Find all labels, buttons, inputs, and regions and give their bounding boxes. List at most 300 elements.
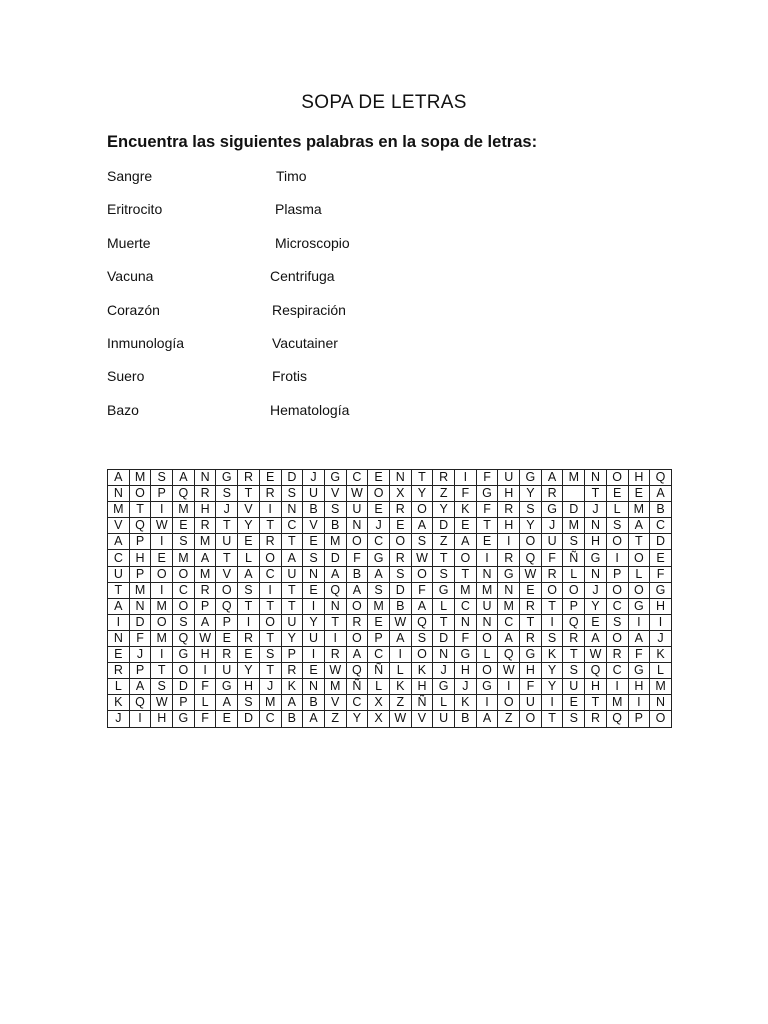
grid-cell: E: [389, 518, 411, 534]
grid-cell: M: [194, 566, 216, 582]
grid-cell: Z: [324, 711, 346, 727]
grid-cell: I: [498, 679, 520, 695]
word-left: Eritrocito: [107, 201, 163, 218]
grid-cell: P: [194, 598, 216, 614]
grid-cell: O: [606, 534, 628, 550]
grid-cell: Ñ: [368, 663, 390, 679]
grid-cell: Ñ: [411, 695, 433, 711]
grid-cell: O: [563, 582, 585, 598]
grid-cell: F: [628, 647, 650, 663]
grid-cell: I: [498, 534, 520, 550]
grid-cell: S: [324, 502, 346, 518]
grid-cell: N: [324, 598, 346, 614]
grid-cell: N: [129, 598, 151, 614]
word-left: Suero: [107, 368, 145, 385]
grid-cell: I: [259, 502, 281, 518]
word-row: [107, 201, 407, 234]
grid-cell: Q: [173, 630, 195, 646]
grid-cell: D: [433, 630, 455, 646]
grid-cell: S: [238, 695, 260, 711]
grid-cell: O: [389, 534, 411, 550]
grid-cell: A: [585, 630, 607, 646]
grid-cell: I: [303, 598, 325, 614]
grid-cell: M: [324, 679, 346, 695]
grid-cell: H: [498, 518, 520, 534]
grid-cell: W: [498, 663, 520, 679]
grid-row: [108, 598, 672, 614]
grid-cell: C: [368, 647, 390, 663]
grid-cell: U: [281, 614, 303, 630]
grid-cell: K: [541, 647, 563, 663]
grid-cell: T: [541, 711, 563, 727]
grid-cell: J: [108, 711, 130, 727]
grid-cell: P: [563, 598, 585, 614]
grid-cell: D: [281, 470, 303, 486]
grid-cell: N: [303, 679, 325, 695]
word-right: Respiración: [272, 301, 346, 318]
grid-cell: O: [259, 550, 281, 566]
grid-cell: I: [151, 647, 173, 663]
grid-cell: O: [259, 614, 281, 630]
grid-cell: O: [606, 470, 628, 486]
grid-cell: I: [259, 582, 281, 598]
grid-cell: J: [368, 518, 390, 534]
grid-cell: A: [368, 566, 390, 582]
grid-cell: G: [173, 647, 195, 663]
grid-cell: G: [455, 647, 477, 663]
grid-row: [108, 518, 672, 534]
grid-cell: K: [281, 679, 303, 695]
grid-row: [108, 647, 672, 663]
grid-cell: V: [324, 695, 346, 711]
grid-cell: G: [368, 550, 390, 566]
grid-cell: T: [455, 566, 477, 582]
grid-cell: M: [151, 630, 173, 646]
word-row: [107, 368, 407, 401]
grid-cell: L: [606, 502, 628, 518]
grid-cell: F: [476, 470, 498, 486]
grid-cell: Y: [585, 598, 607, 614]
grid-cell: X: [368, 695, 390, 711]
grid-cell: R: [194, 518, 216, 534]
grid-cell: R: [194, 486, 216, 502]
grid-cell: B: [455, 711, 477, 727]
grid-cell: V: [216, 566, 238, 582]
word-left: Bazo: [107, 401, 139, 418]
grid-cell: U: [476, 598, 498, 614]
grid-cell: V: [324, 486, 346, 502]
grid-cell: H: [520, 663, 542, 679]
grid-cell: D: [563, 502, 585, 518]
grid-cell: R: [563, 630, 585, 646]
grid-cell: C: [259, 566, 281, 582]
grid-cell: J: [433, 663, 455, 679]
page-title: SOPA DE LETRAS: [301, 92, 467, 113]
grid-cell: A: [281, 695, 303, 711]
grid-cell: R: [520, 598, 542, 614]
grid-cell: D: [173, 679, 195, 695]
grid-cell: F: [194, 679, 216, 695]
grid-cell: M: [455, 582, 477, 598]
grid-cell: Q: [411, 614, 433, 630]
grid-cell: B: [303, 502, 325, 518]
grid-cell: Y: [541, 663, 563, 679]
grid-cell: G: [216, 470, 238, 486]
grid-cell: C: [346, 470, 368, 486]
grid-cell: O: [173, 663, 195, 679]
grid-cell: C: [281, 518, 303, 534]
grid-cell: Q: [650, 470, 672, 486]
grid-cell: I: [606, 679, 628, 695]
grid-cell: G: [541, 502, 563, 518]
grid-cell: A: [238, 566, 260, 582]
grid-cell: J: [129, 647, 151, 663]
grid-cell: I: [476, 550, 498, 566]
word-row: [107, 168, 407, 201]
grid-cell: N: [281, 502, 303, 518]
word-left: Vacuna: [107, 268, 154, 285]
grid-cell: U: [108, 566, 130, 582]
grid-row: [108, 614, 672, 630]
grid-cell: D: [389, 582, 411, 598]
grid-cell: M: [324, 534, 346, 550]
grid-cell: H: [585, 679, 607, 695]
grid-cell: A: [476, 711, 498, 727]
grid-cell: E: [303, 663, 325, 679]
grid-cell: G: [650, 582, 672, 598]
grid-cell: S: [563, 711, 585, 727]
grid-cell: F: [455, 630, 477, 646]
grid-cell: M: [173, 550, 195, 566]
grid-cell: S: [520, 502, 542, 518]
grid-cell: H: [628, 679, 650, 695]
grid-cell: S: [151, 679, 173, 695]
grid-cell: W: [389, 711, 411, 727]
grid-cell: H: [628, 470, 650, 486]
grid-row: [108, 502, 672, 518]
grid-cell: M: [173, 502, 195, 518]
grid-cell: O: [520, 534, 542, 550]
grid-cell: O: [173, 566, 195, 582]
grid-cell: A: [498, 630, 520, 646]
grid-cell: Y: [411, 486, 433, 502]
grid-row: [108, 550, 672, 566]
grid-cell: J: [585, 582, 607, 598]
grid-cell: M: [628, 502, 650, 518]
grid-cell: A: [411, 598, 433, 614]
grid-cell: E: [520, 582, 542, 598]
grid-cell: I: [151, 582, 173, 598]
grid-cell: I: [238, 614, 260, 630]
grid-cell: S: [433, 566, 455, 582]
grid-row: [108, 679, 672, 695]
grid-cell: O: [476, 663, 498, 679]
grid-cell: K: [389, 679, 411, 695]
grid-cell: C: [455, 598, 477, 614]
grid-cell: J: [303, 470, 325, 486]
grid-cell: N: [650, 695, 672, 711]
grid-cell: O: [346, 534, 368, 550]
grid-cell: S: [281, 486, 303, 502]
grid-cell: [563, 486, 585, 502]
grid-cell: C: [606, 663, 628, 679]
grid-cell: U: [303, 486, 325, 502]
grid-cell: H: [194, 502, 216, 518]
grid-cell: U: [541, 534, 563, 550]
grid-cell: E: [151, 550, 173, 566]
grid-cell: T: [238, 486, 260, 502]
grid-cell: R: [498, 550, 520, 566]
grid-cell: Z: [433, 534, 455, 550]
grid-cell: A: [411, 518, 433, 534]
grid-cell: V: [108, 518, 130, 534]
grid-cell: H: [498, 486, 520, 502]
grid-cell: P: [173, 695, 195, 711]
grid-cell: F: [650, 566, 672, 582]
grid-cell: M: [606, 695, 628, 711]
grid-cell: U: [433, 711, 455, 727]
grid-cell: T: [585, 486, 607, 502]
grid-cell: A: [303, 711, 325, 727]
grid-cell: G: [476, 679, 498, 695]
grid-cell: E: [455, 518, 477, 534]
grid-cell: R: [281, 663, 303, 679]
word-right: Microscopio: [275, 234, 350, 251]
grid-cell: M: [151, 598, 173, 614]
grid-cell: A: [194, 550, 216, 566]
grid-cell: I: [628, 614, 650, 630]
grid-cell: R: [259, 486, 281, 502]
grid-cell: O: [151, 614, 173, 630]
grid-cell: H: [585, 534, 607, 550]
grid-cell: S: [173, 534, 195, 550]
grid-cell: W: [585, 647, 607, 663]
grid-cell: U: [498, 470, 520, 486]
grid-cell: M: [259, 695, 281, 711]
grid-cell: R: [216, 647, 238, 663]
grid-cell: F: [520, 679, 542, 695]
grid-cell: A: [628, 518, 650, 534]
grid-cell: A: [108, 598, 130, 614]
grid-cell: O: [411, 502, 433, 518]
grid-cell: U: [563, 679, 585, 695]
grid-cell: R: [433, 470, 455, 486]
grid-cell: S: [173, 614, 195, 630]
grid-cell: E: [476, 534, 498, 550]
grid-cell: F: [541, 550, 563, 566]
grid-cell: E: [650, 550, 672, 566]
word-row: [107, 268, 407, 301]
grid-cell: M: [129, 582, 151, 598]
grid-cell: A: [541, 470, 563, 486]
grid-cell: I: [303, 647, 325, 663]
grid-cell: G: [628, 663, 650, 679]
grid-cell: V: [303, 518, 325, 534]
grid-cell: U: [303, 630, 325, 646]
grid-cell: G: [520, 470, 542, 486]
grid-cell: O: [411, 647, 433, 663]
grid-cell: U: [520, 695, 542, 711]
grid-cell: B: [389, 598, 411, 614]
grid-cell: M: [563, 470, 585, 486]
grid-cell: T: [281, 582, 303, 598]
grid-cell: L: [563, 566, 585, 582]
grid-cell: H: [129, 550, 151, 566]
grid-cell: P: [606, 566, 628, 582]
grid-cell: P: [129, 534, 151, 550]
grid-cell: G: [520, 647, 542, 663]
word-right: Centrifuga: [270, 268, 335, 285]
grid-cell: M: [129, 470, 151, 486]
grid-cell: U: [216, 663, 238, 679]
grid-cell: K: [455, 695, 477, 711]
word-row: [107, 335, 407, 368]
grid-cell: C: [498, 614, 520, 630]
grid-cell: T: [324, 614, 346, 630]
grid-cell: Q: [606, 711, 628, 727]
grid-cell: E: [303, 534, 325, 550]
word-right: Plasma: [275, 201, 322, 218]
grid-cell: J: [585, 502, 607, 518]
grid-cell: H: [194, 647, 216, 663]
grid-cell: E: [628, 486, 650, 502]
grid-cell: R: [520, 630, 542, 646]
grid-cell: A: [628, 630, 650, 646]
grid-cell: N: [346, 518, 368, 534]
grid-cell: L: [238, 550, 260, 566]
grid-cell: U: [346, 502, 368, 518]
grid-cell: V: [238, 502, 260, 518]
grid-cell: E: [238, 534, 260, 550]
grid-cell: D: [324, 550, 346, 566]
grid-cell: L: [389, 663, 411, 679]
grid-row: [108, 630, 672, 646]
grid-cell: G: [173, 711, 195, 727]
grid-cell: W: [411, 550, 433, 566]
grid-cell: C: [173, 582, 195, 598]
word-right: Frotis: [272, 368, 307, 385]
grid-cell: T: [259, 598, 281, 614]
grid-cell: N: [585, 518, 607, 534]
grid-cell: R: [606, 647, 628, 663]
grid-cell: O: [368, 486, 390, 502]
grid-cell: S: [389, 566, 411, 582]
grid-cell: Y: [520, 518, 542, 534]
grid-cell: E: [216, 711, 238, 727]
grid-cell: G: [433, 582, 455, 598]
grid-cell: W: [520, 566, 542, 582]
grid-cell: N: [455, 614, 477, 630]
grid-cell: O: [346, 598, 368, 614]
grid-cell: G: [585, 550, 607, 566]
grid-cell: G: [628, 598, 650, 614]
grid-cell: B: [324, 518, 346, 534]
grid-cell: G: [498, 566, 520, 582]
grid-cell: Q: [498, 647, 520, 663]
grid-cell: E: [259, 470, 281, 486]
grid-cell: O: [520, 711, 542, 727]
grid-cell: L: [628, 566, 650, 582]
grid-cell: H: [411, 679, 433, 695]
grid-cell: A: [281, 550, 303, 566]
grid-cell: K: [650, 647, 672, 663]
grid-cell: B: [650, 502, 672, 518]
grid-cell: S: [411, 630, 433, 646]
grid-cell: S: [216, 486, 238, 502]
grid-cell: C: [650, 518, 672, 534]
grid-cell: A: [173, 470, 195, 486]
grid-cell: N: [433, 647, 455, 663]
grid-cell: I: [541, 614, 563, 630]
word-left: Muerte: [107, 234, 151, 251]
grid-cell: P: [368, 630, 390, 646]
grid-cell: S: [606, 518, 628, 534]
grid-cell: X: [389, 486, 411, 502]
grid-cell: E: [238, 647, 260, 663]
grid-cell: S: [563, 534, 585, 550]
grid-cell: A: [389, 630, 411, 646]
grid-cell: S: [238, 582, 260, 598]
grid-cell: Y: [281, 630, 303, 646]
grid-cell: K: [108, 695, 130, 711]
grid-cell: P: [216, 614, 238, 630]
grid-cell: R: [541, 566, 563, 582]
grid-cell: L: [433, 598, 455, 614]
word-left: Corazón: [107, 301, 160, 318]
grid-cell: I: [151, 534, 173, 550]
grid-cell: A: [108, 534, 130, 550]
grid-cell: O: [455, 550, 477, 566]
grid-cell: T: [151, 663, 173, 679]
grid-row: [108, 534, 672, 550]
grid-cell: O: [628, 550, 650, 566]
grid-cell: R: [389, 502, 411, 518]
grid-cell: H: [455, 663, 477, 679]
grid-cell: T: [259, 663, 281, 679]
grid-cell: M: [476, 582, 498, 598]
grid-cell: J: [455, 679, 477, 695]
word-right: Vacutainer: [272, 334, 338, 351]
grid-cell: S: [411, 534, 433, 550]
grid-cell: Q: [129, 518, 151, 534]
grid-cell: A: [346, 582, 368, 598]
word-right: Hematología: [270, 401, 350, 418]
word-search-grid: [107, 469, 672, 728]
grid-cell: R: [324, 647, 346, 663]
grid-cell: I: [650, 614, 672, 630]
grid-cell: B: [303, 695, 325, 711]
grid-cell: G: [433, 679, 455, 695]
grid-cell: I: [389, 647, 411, 663]
grid-cell: E: [606, 486, 628, 502]
grid-cell: T: [628, 534, 650, 550]
grid-row: [108, 711, 672, 727]
grid-cell: T: [108, 582, 130, 598]
grid-row: [108, 470, 672, 486]
grid-cell: L: [368, 679, 390, 695]
grid-cell: T: [563, 647, 585, 663]
grid-cell: A: [129, 679, 151, 695]
grid-cell: Q: [346, 663, 368, 679]
grid-cell: F: [411, 582, 433, 598]
instructions-heading: Encuentra las siguientes palabras en la sopa de letras:: [107, 133, 538, 151]
grid-cell: M: [498, 598, 520, 614]
grid-cell: F: [476, 502, 498, 518]
grid-cell: T: [281, 598, 303, 614]
word-left: Sangre: [107, 168, 153, 184]
grid-cell: I: [194, 663, 216, 679]
grid-cell: W: [194, 630, 216, 646]
